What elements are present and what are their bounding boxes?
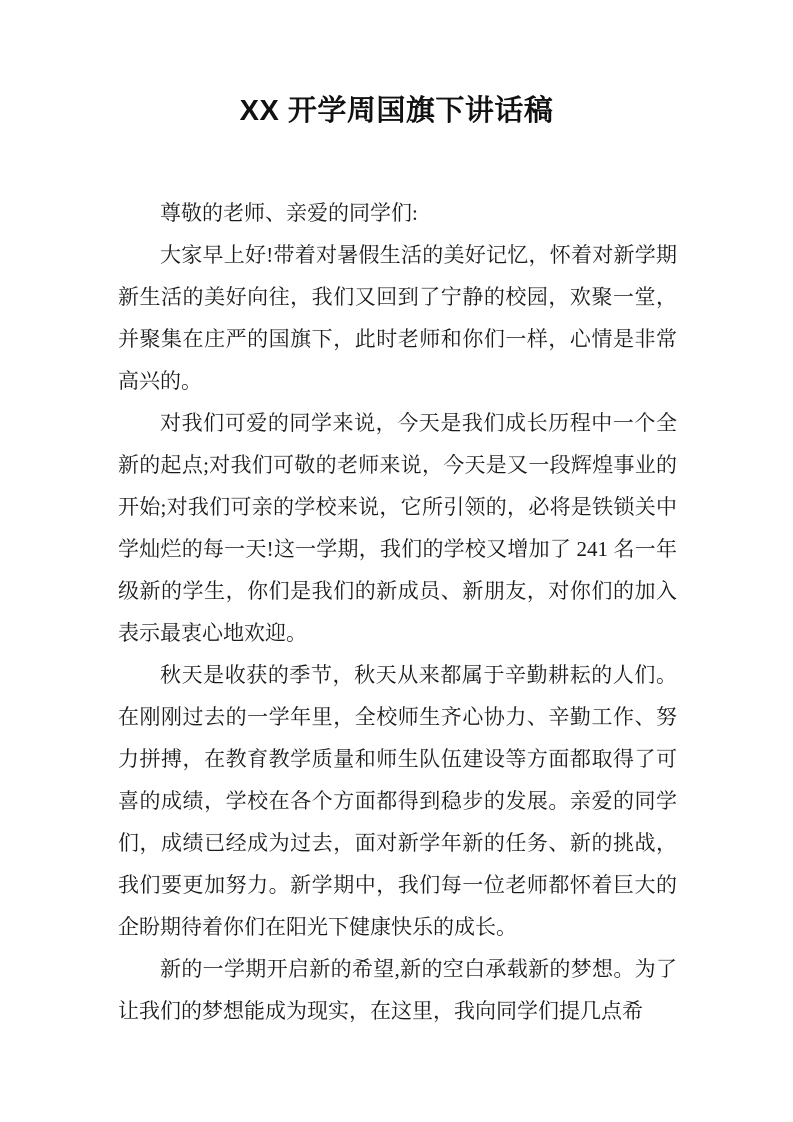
paragraph: 秋天是收获的季节，秋天从来都属于辛勤耕耘的人们。在刚刚过去的一学年里，全校师生齐心协力、辛勤工作、努力拼搏，在教育教学质量和师生队伍建设等方面都取得了可喜的成绩，学校在各个方面都得到稳步的发展。亲爱的同学们，成绩已经成为过去，面对新学年新的任务、新的挑战，我们要更加努力。新学期中，我们每一位老师都怀着巨大的企盼期待着你们在阳光下健康快乐的成长。 bbox=[118, 663, 677, 939]
paragraph: 尊敬的老师、亲爱的同学们: bbox=[160, 201, 418, 225]
paragraph: 大家早上好!带着对暑假生活的美好记忆，怀着对新学期新生活的美好向往，我们又回到了宁静的校园，欢聚一堂，并聚集在庄严的国旗下，此时老师和你们一样，心情是非常高兴的。 bbox=[118, 243, 677, 393]
paragraph: 新的一学期开启新的希望,新的空白承载新的梦想。为了让我们的梦想能成为现实，在这里，我向同学们提几点希 bbox=[118, 957, 677, 1023]
document-title: XX 开学周国旗下讲话稿 bbox=[239, 95, 554, 127]
paragraph: 对我们可爱的同学来说，今天是我们成长历程中一个全新的起点;对我们可敬的老师来说，今天是又一段辉煌事业的开始;对我们可亲的学校来说，它所引领的，必将是铁锁关中学灿烂的每一天!这一学期，我们的学校又增加了 241 名一年级新的学生，你们是我们的新成员、新朋友，对你们的加入表示最衷心地欢迎。 bbox=[118, 411, 677, 645]
document-body bbox=[0, 192, 793, 1032]
